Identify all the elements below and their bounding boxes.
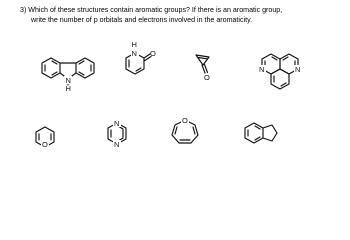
structure-pyridone: [126, 40, 156, 74]
carbazole-h-label: H: [65, 84, 71, 93]
structure-cyclopropenone: [196, 55, 210, 82]
cyclopropenone-o-label: O: [204, 73, 210, 82]
phenanthroline-n2-label: N: [295, 65, 301, 74]
structure-oxepine: [172, 116, 198, 143]
structure-phenanthroline: [258, 54, 302, 89]
structure-pyrimidine: [108, 119, 126, 149]
pyridone-n-label: N: [131, 49, 137, 58]
pyridone-o-label: O: [150, 49, 156, 58]
carbazole-n-label: N: [65, 76, 71, 85]
pyrimidine-n1-label: N: [114, 119, 120, 128]
structure-carbazole: [42, 58, 94, 93]
question-line-1: 3) Which of these structures contain aromatic groups? If there is an aromatic group,: [20, 6, 283, 14]
question-line-2: write the number of p orbitals and electrons involved in the aromaticity.: [31, 15, 253, 24]
pyran-o-label: O: [42, 140, 48, 149]
pyrimidine-n2-label: N: [114, 140, 120, 149]
phenanthroline-n1-label: N: [259, 65, 265, 74]
oxepine-o-label: O: [182, 116, 188, 125]
structure-indane: [245, 123, 277, 143]
structure-pyran: [36, 127, 54, 149]
pyridone-h-label: H: [131, 40, 137, 49]
